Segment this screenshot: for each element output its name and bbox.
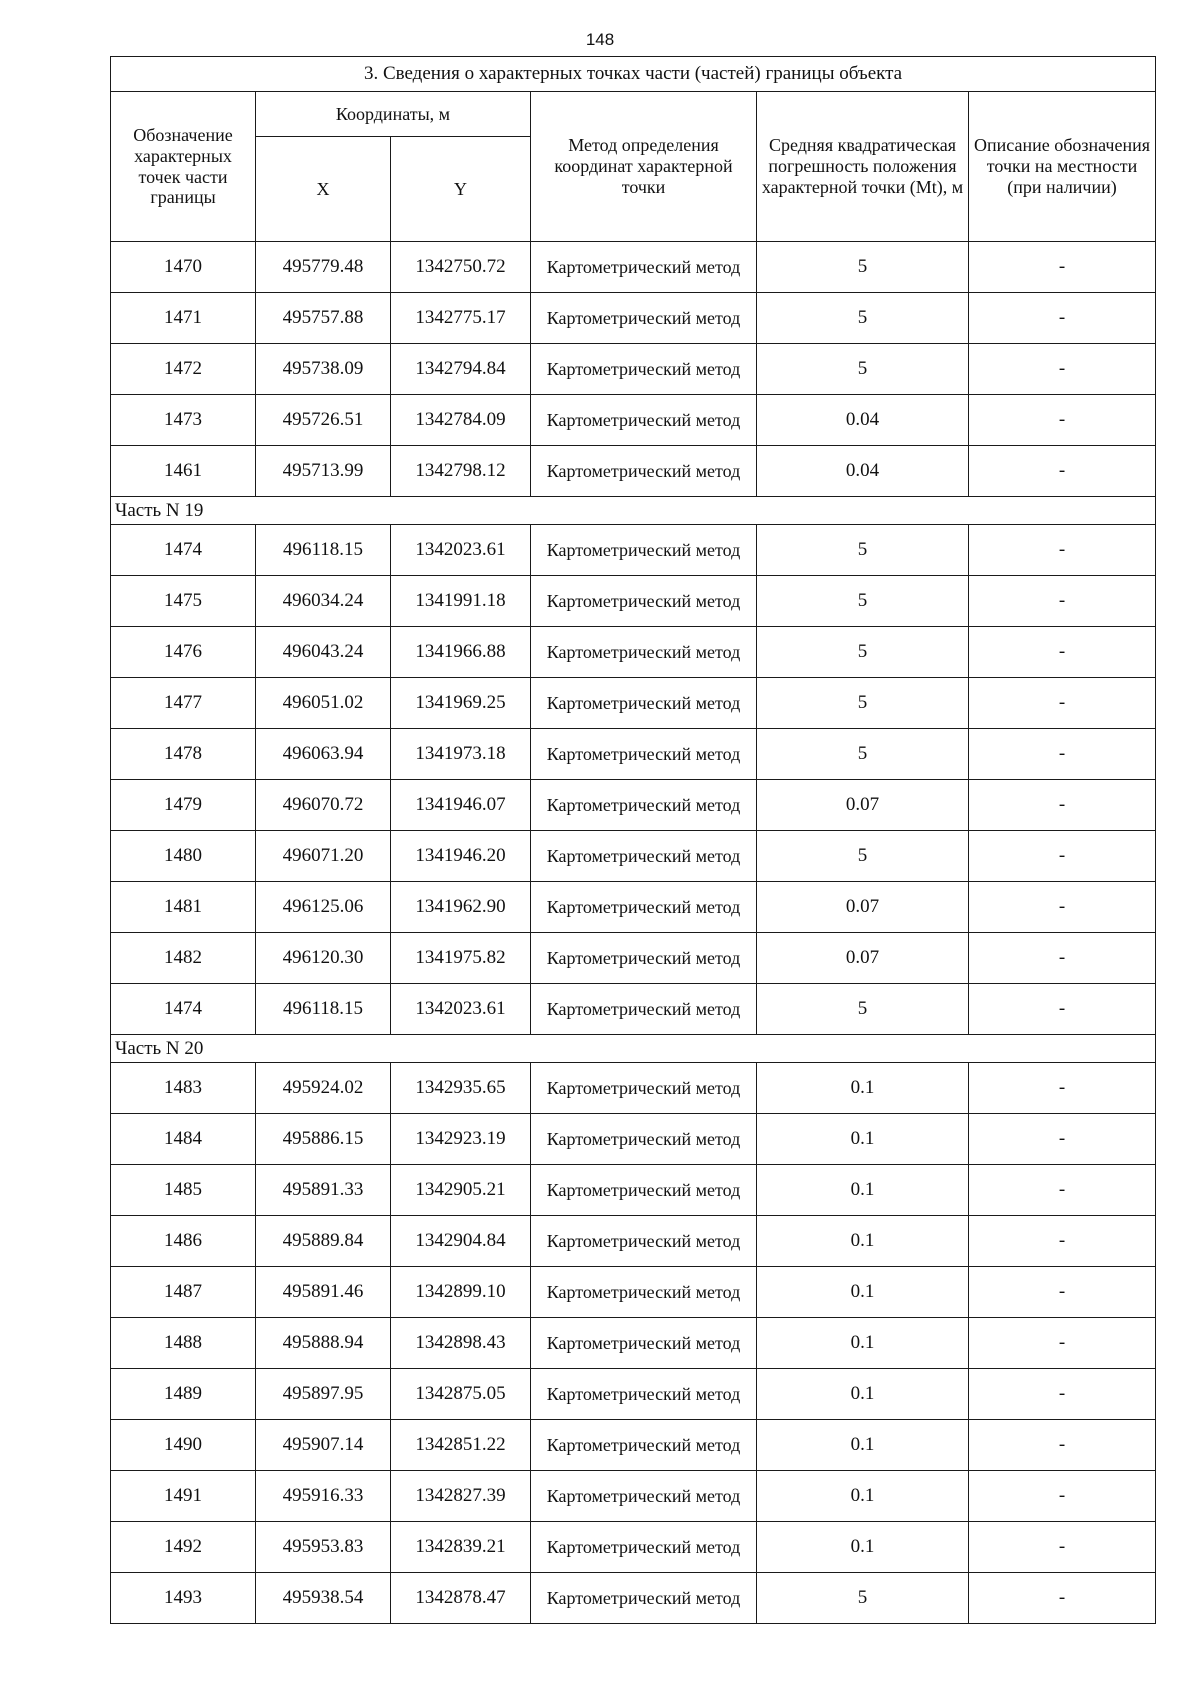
cell-point: 1490 — [111, 1420, 256, 1471]
cell-point: 1486 — [111, 1216, 256, 1267]
cell-y: 1341946.07 — [391, 780, 531, 831]
cell-point: 1479 — [111, 780, 256, 831]
cell-method: Картометрический метод — [531, 242, 757, 293]
cell-point: 1483 — [111, 1063, 256, 1114]
cell-y: 1342023.61 — [391, 984, 531, 1035]
cell-error: 5 — [757, 525, 969, 576]
cell-y: 1341946.20 — [391, 831, 531, 882]
cell-method: Картометрический метод — [531, 1267, 757, 1318]
cell-method: Картометрический метод — [531, 1420, 757, 1471]
table-row — [111, 882, 1156, 933]
cell-x: 495938.54 — [256, 1573, 391, 1624]
cell-method: Картометрический метод — [531, 933, 757, 984]
cell-point: 1487 — [111, 1267, 256, 1318]
cell-description: - — [969, 1318, 1156, 1369]
table-row — [111, 1471, 1156, 1522]
table-row — [111, 1318, 1156, 1369]
cell-y: 1342899.10 — [391, 1267, 531, 1318]
cell-error: 0.07 — [757, 933, 969, 984]
table-row — [111, 1420, 1156, 1471]
cell-x: 496118.15 — [256, 984, 391, 1035]
cell-x: 495886.15 — [256, 1114, 391, 1165]
cell-method: Картометрический метод — [531, 678, 757, 729]
cell-error: 5 — [757, 1573, 969, 1624]
cell-method: Картометрический метод — [531, 1522, 757, 1573]
header-y: Y — [391, 137, 531, 242]
cell-error: 0.1 — [757, 1063, 969, 1114]
cell-y: 1342023.61 — [391, 525, 531, 576]
cell-x: 495924.02 — [256, 1063, 391, 1114]
cell-x: 495916.33 — [256, 1471, 391, 1522]
cell-description: - — [969, 1420, 1156, 1471]
cell-point: 1473 — [111, 395, 256, 446]
cell-point: 1492 — [111, 1522, 256, 1573]
cell-error: 0.1 — [757, 1471, 969, 1522]
cell-error: 0.1 — [757, 1267, 969, 1318]
cell-y: 1342750.72 — [391, 242, 531, 293]
cell-error: 0.1 — [757, 1216, 969, 1267]
cell-error: 5 — [757, 627, 969, 678]
cell-method: Картометрический метод — [531, 293, 757, 344]
cell-y: 1342923.19 — [391, 1114, 531, 1165]
header-point: Обозначение характерных точек части границы — [111, 92, 256, 242]
table-row — [111, 242, 1156, 293]
cell-y: 1341969.25 — [391, 678, 531, 729]
cell-y: 1342775.17 — [391, 293, 531, 344]
table-row — [111, 1522, 1156, 1573]
cell-description: - — [969, 627, 1156, 678]
cell-y: 1341966.88 — [391, 627, 531, 678]
cell-point: 1476 — [111, 627, 256, 678]
cell-error: 0.1 — [757, 1369, 969, 1420]
cell-method: Картометрический метод — [531, 576, 757, 627]
cell-x: 496070.72 — [256, 780, 391, 831]
cell-x: 495891.46 — [256, 1267, 391, 1318]
cell-description: - — [969, 1267, 1156, 1318]
table-row — [111, 525, 1156, 576]
header-x: X — [256, 137, 391, 242]
cell-x: 495891.33 — [256, 1165, 391, 1216]
cell-method: Картометрический метод — [531, 1114, 757, 1165]
cell-x: 495889.84 — [256, 1216, 391, 1267]
cell-y: 1342905.21 — [391, 1165, 531, 1216]
cell-description: - — [969, 1471, 1156, 1522]
cell-y: 1342875.05 — [391, 1369, 531, 1420]
cell-point: 1491 — [111, 1471, 256, 1522]
table-row — [111, 729, 1156, 780]
table-row — [111, 1369, 1156, 1420]
table-row — [111, 1216, 1156, 1267]
cell-x: 495907.14 — [256, 1420, 391, 1471]
cell-description: - — [969, 1063, 1156, 1114]
cell-method: Картометрический метод — [531, 780, 757, 831]
cell-y: 1342904.84 — [391, 1216, 531, 1267]
table-row — [111, 1165, 1156, 1216]
cell-y: 1342935.65 — [391, 1063, 531, 1114]
cell-point: 1472 — [111, 344, 256, 395]
part-label: Часть N 19 — [111, 497, 1156, 525]
cell-x: 496043.24 — [256, 627, 391, 678]
cell-point: 1474 — [111, 525, 256, 576]
part-row — [111, 1035, 1156, 1063]
cell-method: Картометрический метод — [531, 1063, 757, 1114]
table-row — [111, 984, 1156, 1035]
part-label: Часть N 20 — [111, 1035, 1156, 1063]
table-row — [111, 933, 1156, 984]
table-row — [111, 678, 1156, 729]
cell-y: 1342898.43 — [391, 1318, 531, 1369]
table-row — [111, 1267, 1156, 1318]
cell-x: 495713.99 — [256, 446, 391, 497]
table-row — [111, 831, 1156, 882]
cell-method: Картометрический метод — [531, 344, 757, 395]
cell-description: - — [969, 882, 1156, 933]
cell-y: 1342878.47 — [391, 1573, 531, 1624]
cell-method: Картометрический метод — [531, 1318, 757, 1369]
table-row — [111, 576, 1156, 627]
cell-description: - — [969, 242, 1156, 293]
cell-x: 496071.20 — [256, 831, 391, 882]
cell-point: 1482 — [111, 933, 256, 984]
cell-error: 5 — [757, 293, 969, 344]
cell-method: Картометрический метод — [531, 1369, 757, 1420]
cell-description: - — [969, 576, 1156, 627]
cell-description: - — [969, 1369, 1156, 1420]
cell-method: Картометрический метод — [531, 984, 757, 1035]
cell-error: 5 — [757, 729, 969, 780]
cell-y: 1342851.22 — [391, 1420, 531, 1471]
header-error: Средняя квадратическая погрешность положения характерной точки (Mt), м — [757, 92, 969, 242]
cell-y: 1341991.18 — [391, 576, 531, 627]
cell-method: Картометрический метод — [531, 1165, 757, 1216]
cell-error: 0.07 — [757, 882, 969, 933]
table-row — [111, 293, 1156, 344]
cell-description: - — [969, 525, 1156, 576]
table-row — [111, 395, 1156, 446]
cell-y: 1341973.18 — [391, 729, 531, 780]
cell-method: Картометрический метод — [531, 1471, 757, 1522]
table-header — [111, 57, 1156, 242]
cell-x: 496125.06 — [256, 882, 391, 933]
cell-y: 1342839.21 — [391, 1522, 531, 1573]
boundary-points-table — [110, 56, 1156, 1624]
cell-error: 5 — [757, 344, 969, 395]
cell-description: - — [969, 729, 1156, 780]
cell-description: - — [969, 984, 1156, 1035]
cell-point: 1477 — [111, 678, 256, 729]
table-row — [111, 446, 1156, 497]
cell-description: - — [969, 1573, 1156, 1624]
cell-error: 0.07 — [757, 780, 969, 831]
cell-description: - — [969, 831, 1156, 882]
cell-point: 1471 — [111, 293, 256, 344]
cell-point: 1461 — [111, 446, 256, 497]
cell-method: Картометрический метод — [531, 627, 757, 678]
cell-x: 496063.94 — [256, 729, 391, 780]
cell-error: 0.04 — [757, 446, 969, 497]
cell-error: 0.1 — [757, 1522, 969, 1573]
header-coordinates: Координаты, м — [256, 92, 531, 137]
cell-y: 1342798.12 — [391, 446, 531, 497]
header-description: Описание обозначения точки на местности (при наличии) — [969, 92, 1156, 242]
table-row — [111, 780, 1156, 831]
table-body — [111, 242, 1156, 1624]
cell-error: 0.04 — [757, 395, 969, 446]
cell-x: 496034.24 — [256, 576, 391, 627]
cell-y: 1341975.82 — [391, 933, 531, 984]
cell-method: Картометрический метод — [531, 1573, 757, 1624]
cell-description: - — [969, 446, 1156, 497]
table-row — [111, 1063, 1156, 1114]
cell-point: 1485 — [111, 1165, 256, 1216]
part-row — [111, 497, 1156, 525]
table-title: 3. Сведения о характерных точках части (частей) границы объекта — [111, 57, 1156, 92]
cell-error: 0.1 — [757, 1114, 969, 1165]
cell-x: 495738.09 — [256, 344, 391, 395]
cell-method: Картометрический метод — [531, 525, 757, 576]
cell-error: 5 — [757, 831, 969, 882]
cell-x: 495757.88 — [256, 293, 391, 344]
cell-description: - — [969, 678, 1156, 729]
cell-y: 1341962.90 — [391, 882, 531, 933]
cell-description: - — [969, 1522, 1156, 1573]
cell-method: Картометрический метод — [531, 882, 757, 933]
cell-x: 495897.95 — [256, 1369, 391, 1420]
cell-description: - — [969, 395, 1156, 446]
table-row — [111, 627, 1156, 678]
cell-x: 496120.30 — [256, 933, 391, 984]
cell-point: 1474 — [111, 984, 256, 1035]
cell-x: 495888.94 — [256, 1318, 391, 1369]
cell-description: - — [969, 344, 1156, 395]
cell-point: 1480 — [111, 831, 256, 882]
cell-description: - — [969, 780, 1156, 831]
table-row — [111, 1573, 1156, 1624]
cell-method: Картометрический метод — [531, 831, 757, 882]
cell-point: 1478 — [111, 729, 256, 780]
cell-method: Картометрический метод — [531, 1216, 757, 1267]
cell-error: 5 — [757, 576, 969, 627]
cell-point: 1488 — [111, 1318, 256, 1369]
header-method: Метод определения координат характерной точки — [531, 92, 757, 242]
cell-error: 0.1 — [757, 1165, 969, 1216]
cell-method: Картометрический метод — [531, 395, 757, 446]
cell-description: - — [969, 1216, 1156, 1267]
cell-description: - — [969, 933, 1156, 984]
cell-error: 0.1 — [757, 1420, 969, 1471]
cell-point: 1493 — [111, 1573, 256, 1624]
cell-x: 496118.15 — [256, 525, 391, 576]
cell-point: 1484 — [111, 1114, 256, 1165]
cell-point: 1475 — [111, 576, 256, 627]
cell-error: 0.1 — [757, 1318, 969, 1369]
cell-x: 495953.83 — [256, 1522, 391, 1573]
cell-y: 1342784.09 — [391, 395, 531, 446]
cell-y: 1342794.84 — [391, 344, 531, 395]
cell-point: 1481 — [111, 882, 256, 933]
cell-error: 5 — [757, 242, 969, 293]
cell-y: 1342827.39 — [391, 1471, 531, 1522]
cell-error: 5 — [757, 984, 969, 1035]
cell-description: - — [969, 1165, 1156, 1216]
cell-point: 1470 — [111, 242, 256, 293]
table-row — [111, 344, 1156, 395]
page-number: 148 — [585, 30, 615, 49]
cell-x: 496051.02 — [256, 678, 391, 729]
cell-method: Картометрический метод — [531, 446, 757, 497]
cell-x: 495779.48 — [256, 242, 391, 293]
cell-x: 495726.51 — [256, 395, 391, 446]
cell-point: 1489 — [111, 1369, 256, 1420]
cell-description: - — [969, 1114, 1156, 1165]
cell-description: - — [969, 293, 1156, 344]
cell-method: Картометрический метод — [531, 729, 757, 780]
cell-error: 5 — [757, 678, 969, 729]
table-row — [111, 1114, 1156, 1165]
